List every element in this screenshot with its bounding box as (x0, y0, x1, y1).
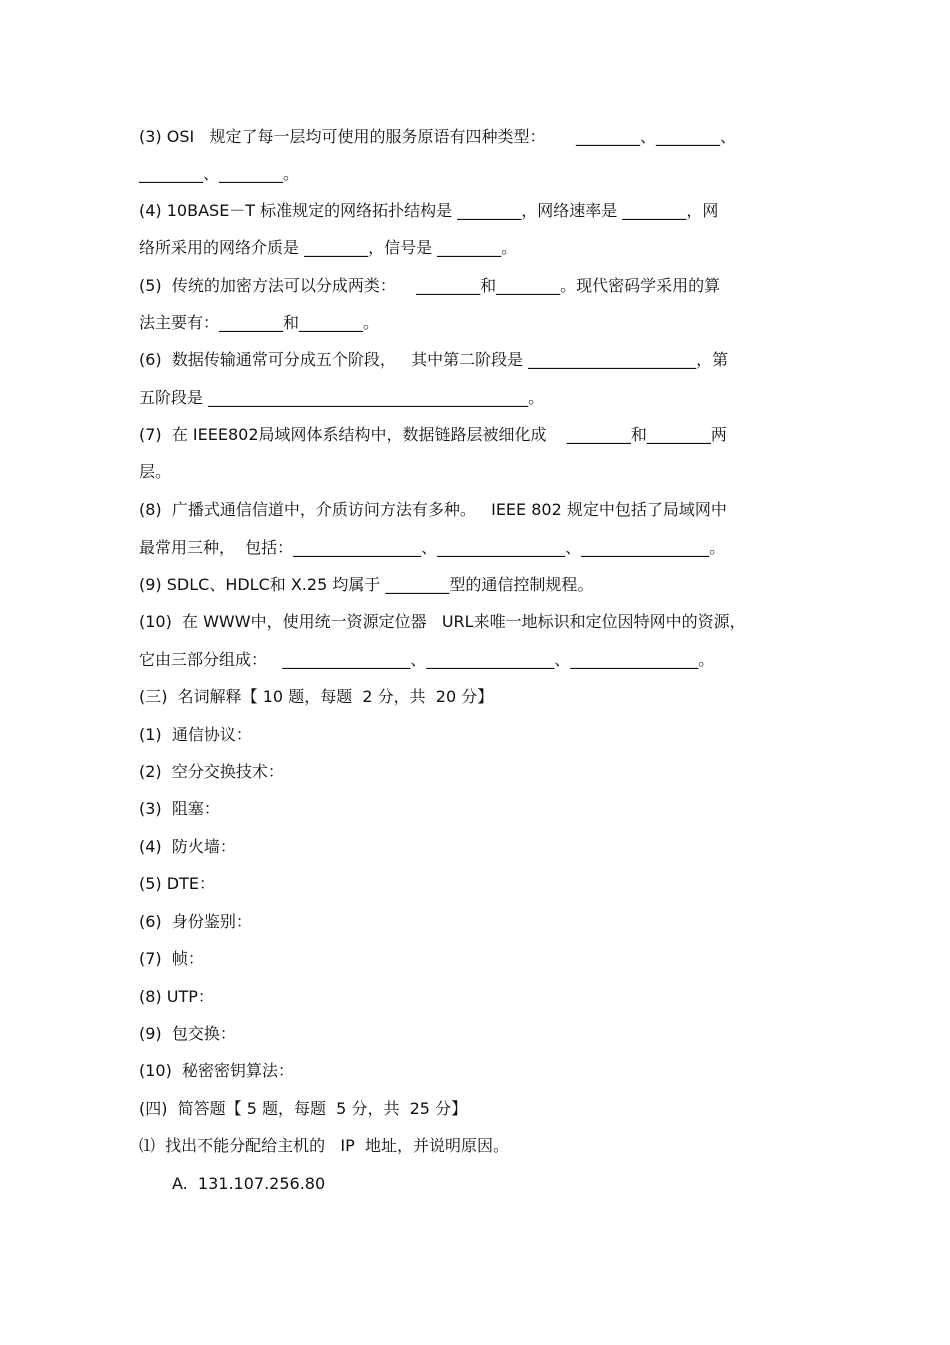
q8-fill-line-2: 最常用三种， 包括：________________、________________、________________。 (139, 538, 726, 557)
term-8: (8) UTP： (139, 987, 214, 1006)
term-3: (3) 阻塞： (139, 799, 220, 818)
short-answer-1: ⑴ 找出不能分配给主机的 IP 地址，并说明原因。 (139, 1136, 509, 1155)
q9-fill-line: (9) SDLC、HDLC和 X.25 均属于 ________型的通信控制规程。 (139, 575, 594, 594)
q10-fill-line-2: 它由三部分组成： ________________、________________、________________。 (139, 650, 715, 669)
q7-fill-line-2: 层。 (139, 462, 172, 481)
q5-fill-line-2: 法主要有：________和________。 (139, 313, 380, 332)
q10-fill-line-1: (10) 在 WWW中，使用统一资源定位器 URL来唯一地标识和定位因特网中的资源， (139, 612, 746, 631)
q7-fill-line-1: (7) 在 IEEE802局域网体系结构中，数据链路层被细化成 ________和________两 (139, 425, 727, 444)
term-4: (4) 防火墙： (139, 837, 236, 856)
term-6: (6) 身份鉴别： (139, 912, 252, 931)
section-4-heading: (四) 简答题【 5 题，每题 5 分，共 25 分】 (139, 1099, 468, 1118)
q6-fill-line-1: (6) 数据传输通常可分成五个阶段， 其中第二阶段是 _____________________，第 (139, 350, 729, 369)
q3-fill-line-1: (3) OSI 规定了每一层均可使用的服务原语有四种类型： ________、________、 (139, 127, 736, 146)
q3-fill-line-2: ________、________。 (139, 164, 300, 183)
section-3-heading: (三) 名词解释【 10 题，每题 2 分，共 20 分】 (139, 687, 494, 706)
q5-fill-line-1: (5) 传统的加密方法可以分成两类： ________和________。现代密码学采用的算 (139, 276, 721, 295)
q6-fill-line-2: 五阶段是 ________________________________________。 (139, 388, 545, 407)
term-9: (9) 包交换： (139, 1024, 236, 1043)
q4-fill-line-2: 络所采用的网络介质是 ________，信号是 ________。 (139, 238, 518, 257)
term-5: (5) DTE： (139, 874, 215, 893)
q4-fill-line-1: (4) 10BASE－T 标准规定的网络拓扑结构是 ________，网络速率是 ________，网 (139, 201, 719, 220)
term-1: (1) 通信协议： (139, 725, 252, 744)
term-10: (10) 秘密密钥算法： (139, 1061, 295, 1080)
option-a: A. 131.107.256.80 (172, 1174, 326, 1193)
q8-fill-line-1: (8) 广播式通信信道中，介质访问方法有多种。 IEEE 802 规定中包括了局域网中 (139, 500, 727, 519)
term-7: (7) 帧： (139, 949, 204, 968)
term-2: (2) 空分交换技术： (139, 762, 284, 781)
